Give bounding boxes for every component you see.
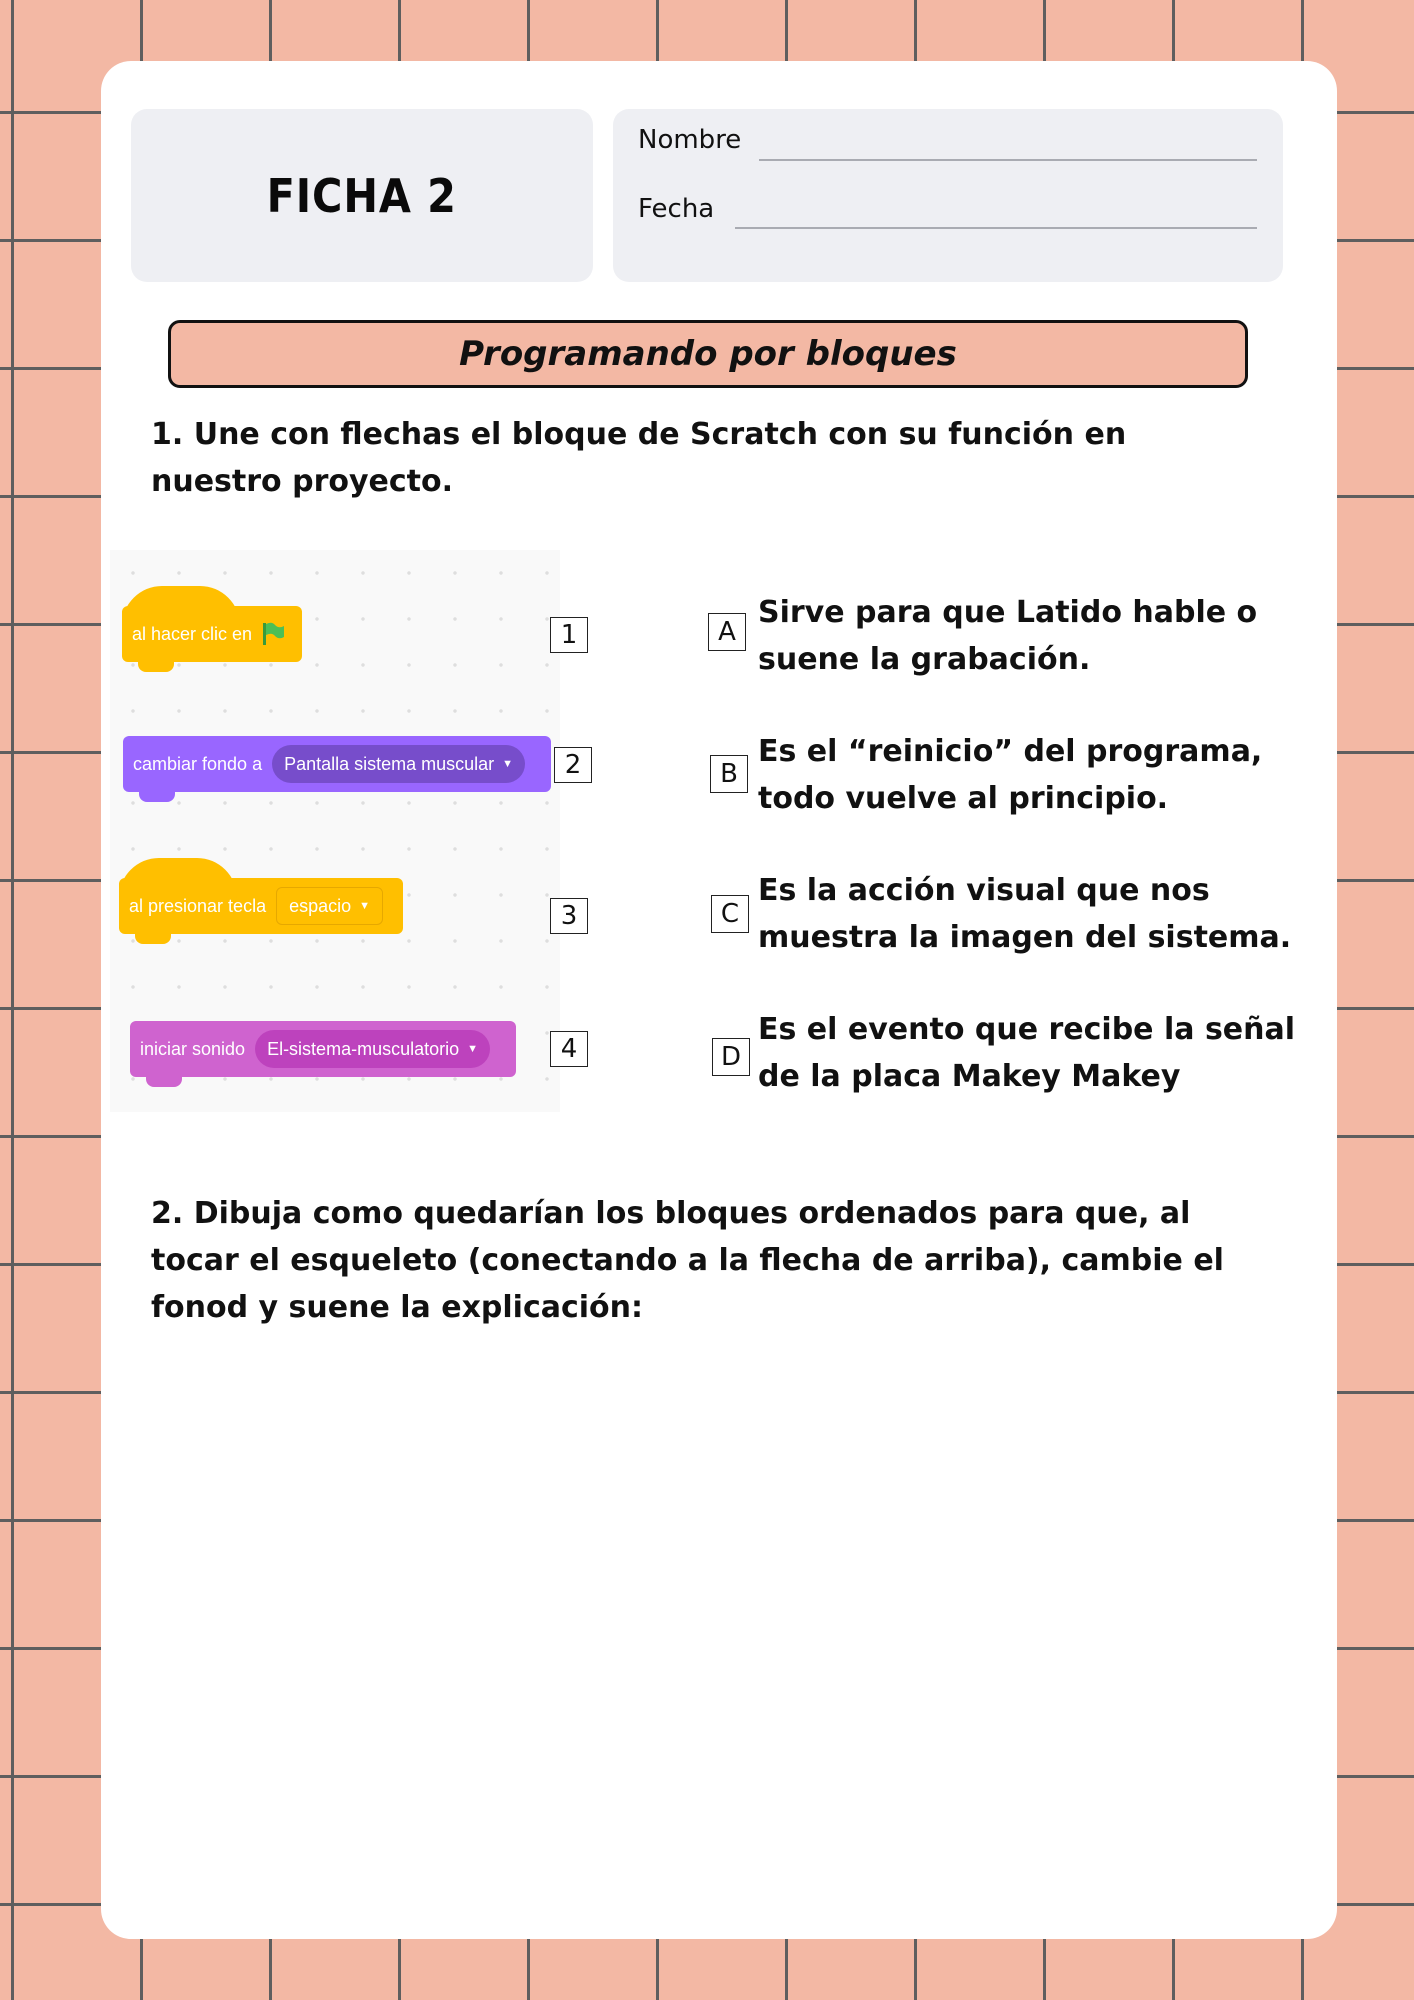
key-dropdown-value: espacio xyxy=(289,895,352,916)
title-box xyxy=(131,109,593,282)
key-dropdown xyxy=(276,887,383,925)
option-letter-d: D xyxy=(712,1038,750,1076)
chevron-down-icon: ▼ xyxy=(359,900,371,912)
worksheet-title: FICHA 2 xyxy=(266,168,458,223)
name-label: Nombre xyxy=(638,125,742,155)
scratch-blocks-panel xyxy=(110,550,560,1112)
when-key-pressed-block xyxy=(119,878,403,934)
drawing-area[interactable] xyxy=(151,1340,1281,1900)
backdrop-dropdown-value: Pantalla sistema muscular xyxy=(284,753,495,774)
option-c-text: Es la acción visual que nos muestra la imagen del sistema. xyxy=(758,873,1292,955)
name-field[interactable] xyxy=(759,159,1257,161)
date-label: Fecha xyxy=(638,194,715,224)
student-info-box xyxy=(613,109,1283,282)
option-letter-c: C xyxy=(711,895,749,933)
block-4-label: iniciar sonido xyxy=(140,1038,246,1059)
chevron-down-icon: ▼ xyxy=(467,1043,479,1055)
option-d-text: Es el evento que recibe la señal de la placa Makey Makey xyxy=(758,1012,1296,1094)
block-notch xyxy=(146,1075,182,1087)
block-number-4: 4 xyxy=(550,1031,588,1067)
block-2-label: cambiar fondo a xyxy=(133,753,263,774)
start-sound-block xyxy=(130,1021,516,1077)
sound-dropdown xyxy=(255,1030,490,1068)
block-notch xyxy=(135,932,171,944)
section-banner xyxy=(168,320,1248,388)
switch-backdrop-block xyxy=(123,736,551,792)
block-number-2: 2 xyxy=(554,747,592,783)
block-number-1: 1 xyxy=(550,617,588,653)
question-2: 2. Dibuja como quedarían los bloques ordenados para que, al tocar el esqueleto (conectando a la flecha de arriba), cambie el fonod y suene la explicación: xyxy=(151,1196,1224,1325)
block-1-label: al hacer clic en xyxy=(132,623,253,644)
chevron-down-icon: ▼ xyxy=(502,758,514,770)
green-flag-icon xyxy=(260,621,286,647)
option-letter-a: A xyxy=(708,613,746,651)
backdrop-dropdown xyxy=(272,745,525,783)
option-a-text: Sirve para que Latido hable o suene la grabación. xyxy=(758,595,1258,677)
when-flag-clicked-block xyxy=(122,606,302,662)
question-1: 1. Une con flechas el bloque de Scratch con su función en nuestro proyecto. xyxy=(151,417,1127,499)
option-b-text: Es el “reinicio” del programa, todo vuelve al principio. xyxy=(758,734,1263,816)
sound-dropdown-value: El-sistema-musculatorio xyxy=(267,1038,460,1059)
option-letter-b: B xyxy=(710,755,748,793)
date-field[interactable] xyxy=(735,227,1257,229)
block-number-3: 3 xyxy=(550,898,588,934)
block-notch xyxy=(139,790,175,802)
section-title: Programando por bloques xyxy=(459,334,957,374)
block-3-label: al presionar tecla xyxy=(129,895,267,916)
block-notch xyxy=(138,660,174,672)
